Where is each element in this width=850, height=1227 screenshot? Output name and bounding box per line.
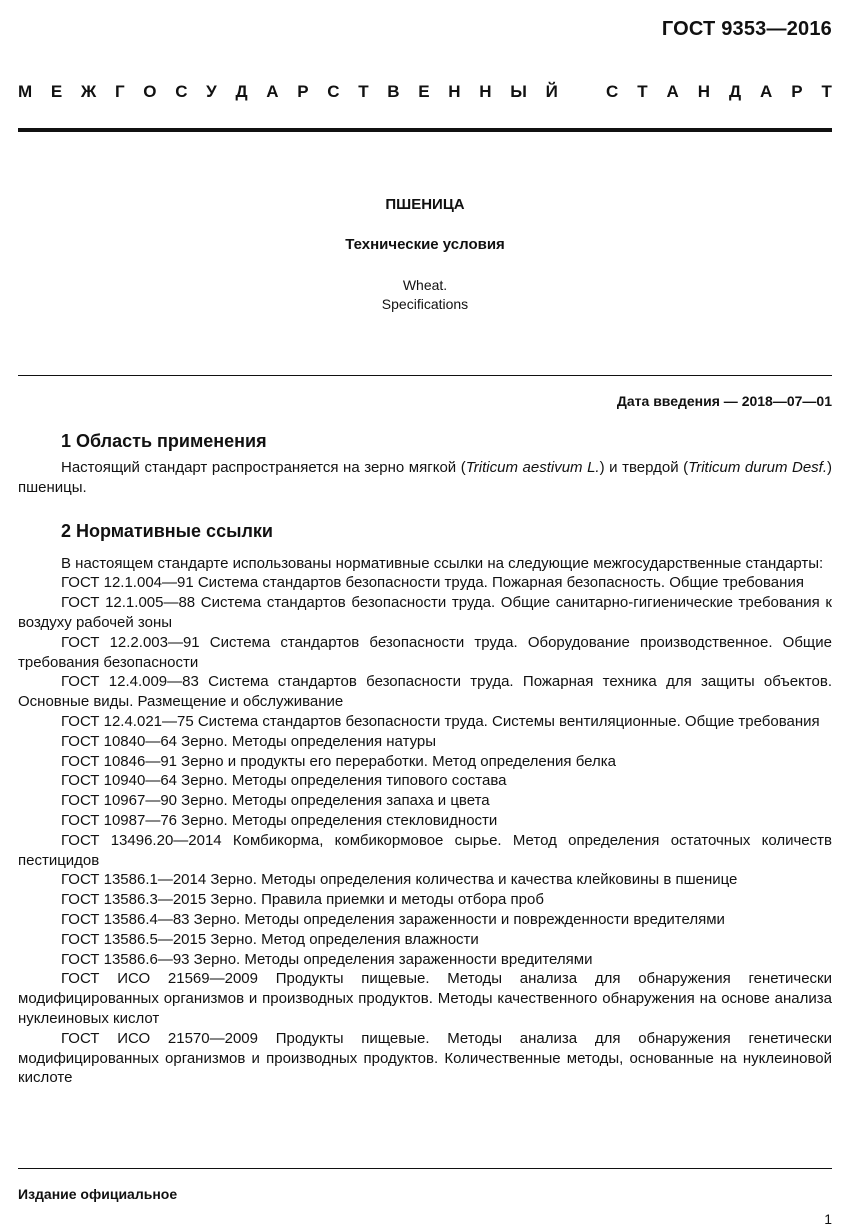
reference-item: ГОСТ 13496.20—2014 Комбикорма, комбикормовое сырье. Метод определения остаточных количеств пестицидов (18, 831, 832, 869)
standard-word-interstate: М Е Ж Г О С У Д А Р С Т В Е Н Н Ы Й (18, 82, 558, 101)
title-rule (18, 375, 832, 376)
section-1-text-a: Настоящий стандарт распространяется на зерно мягкой ( (61, 459, 466, 476)
reference-item: ГОСТ 10940—64 Зерно. Методы определения типового состава (61, 772, 507, 790)
reference-item: ГОСТ ИСО 21569—2009 Продукты пищевые. Методы анализа для обнаружения генетически модифицированных организмов и производных продуктов. Методы качественного обнаружения на основе анализа нуклеиновых кислот (18, 970, 832, 1027)
document-title: ПШЕНИЦА (385, 196, 465, 213)
reference-item: ГОСТ 10967—90 Зерно. Методы определения запаха и цвета (61, 792, 490, 810)
section-1-text-c: ) пшеницы. (18, 459, 833, 496)
english-title (0, 276, 850, 314)
normative-references-list (18, 573, 832, 1088)
reference-item: ГОСТ ИСО 21570—2009 Продукты пищевые. Методы анализа для обнаружения генетически модифицированных организмов и производных продуктов. Количественные методы, основанные на нуклеиновой кислоте (18, 1029, 832, 1087)
reference-item: ГОСТ 13586.5—2015 Зерно. Метод определения влажности (61, 930, 479, 948)
standard-word-standard: С Т А Н Д А Р Т (606, 82, 832, 101)
introduction-date: Дата введения — 2018—07—01 (616, 393, 832, 409)
reference-item: ГОСТ 10846—91 Зерно и продукты его переработки. Метод определения белка (61, 752, 616, 770)
reference-item: ГОСТ 12.4.021—75 Система стандартов безопасности труда. Системы вентиляционные. Общие требования (61, 712, 820, 730)
reference-item: ГОСТ 10987—76 Зерно. Методы определения стекловидности (61, 811, 498, 829)
section-2-heading: 2 Нормативные ссылки (61, 520, 273, 541)
section-2-intro: В настоящем стандарте использованы нормативные ссылки на следующие межгосударственные стандарты: (61, 554, 824, 572)
section-1-text-b: ) и твердой ( (599, 459, 689, 476)
reference-item: ГОСТ 12.1.004—91 Система стандартов безопасности труда. Пожарная безопасность. Общие требования (61, 574, 804, 592)
reference-item: ГОСТ 13586.1—2014 Зерно. Методы определения количества и качества клейковины в пшенице (61, 871, 738, 889)
reference-item: ГОСТ 12.2.003—91 Система стандартов безопасности труда. Оборудование производственное. Общие требования безопасности (18, 633, 832, 671)
english-title-line-2: Specifications (381, 296, 469, 312)
english-title-line-1: Wheat. (402, 277, 448, 293)
reference-item: ГОСТ 13586.3—2015 Зерно. Правила приемки и методы отбора проб (61, 891, 544, 909)
species-name-durum: Triticum durum Desf. (688, 459, 828, 476)
edition-label: Издание официальное (18, 1186, 178, 1202)
footer-rule (18, 1168, 832, 1169)
page-number: 1 (824, 1211, 832, 1227)
section-1-paragraph (18, 458, 832, 498)
document-body (18, 428, 832, 1088)
reference-item: ГОСТ 13586.4—83 Зерно. Методы определения зараженности и поврежденности вредителями (61, 910, 725, 928)
reference-item: ГОСТ 12.1.005—88 Система стандартов безопасности труда. Общие санитарно-гигиенические требования к воздуху рабочей зоны (18, 594, 832, 631)
species-name-aestivum: Triticum aestivum L. (465, 459, 600, 476)
header-rule (18, 128, 832, 132)
reference-item: ГОСТ 13586.6—93 Зерно. Методы определения зараженности вредителями (61, 950, 593, 968)
document-subtitle: Технические условия (345, 236, 505, 253)
document-code: ГОСТ 9353—2016 (661, 18, 832, 40)
reference-item: ГОСТ 10840—64 Зерно. Методы определения натуры (61, 732, 437, 750)
section-1-heading: 1 Область применения (61, 431, 267, 451)
reference-item: ГОСТ 12.4.009—83 Система стандартов безопасности труда. Пожарная техника для защиты объектов. Основные виды. Размещение и обслуживание (18, 673, 832, 711)
standard-type-line (18, 82, 832, 102)
